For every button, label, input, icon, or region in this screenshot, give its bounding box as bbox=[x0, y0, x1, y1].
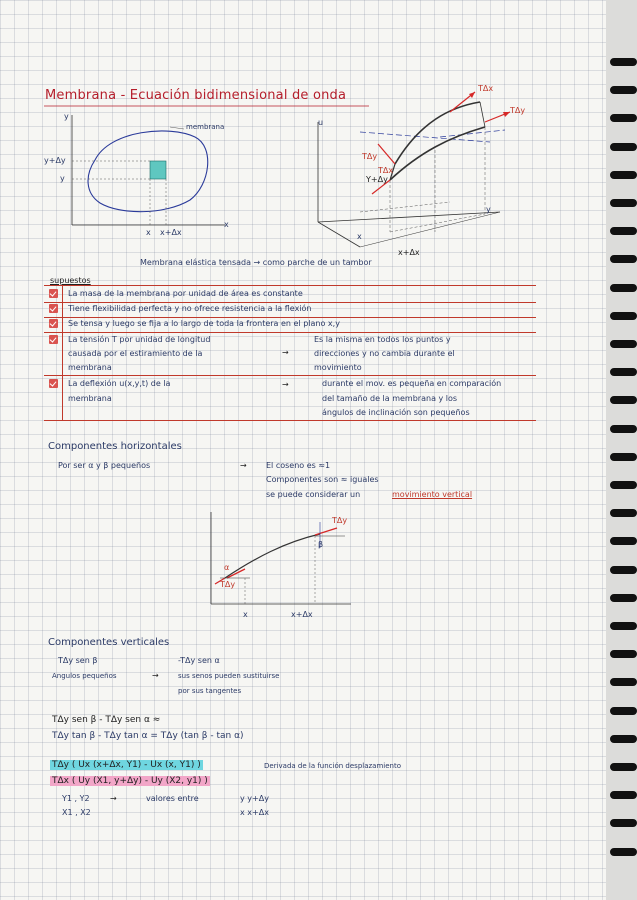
verticales-term2: -TΔy sen α bbox=[178, 656, 220, 665]
supuesto-5-right3: ángulos de inclinación son pequeños bbox=[322, 408, 470, 417]
supuesto-2: Tiene flexibilidad perfecta y no ofrece resistencia a la flexión bbox=[68, 304, 312, 313]
membrane-3d-diagram bbox=[300, 82, 530, 262]
binding-ring bbox=[610, 143, 637, 151]
d2-tdy-left-label: TΔy bbox=[362, 152, 378, 161]
page-title: Membrana - Ecuación bidimensional de onda bbox=[45, 88, 347, 103]
check-icon bbox=[49, 335, 58, 344]
d2-tdx-top-label: TΔx bbox=[478, 84, 494, 93]
d3-tdy-bot-label: TΔy bbox=[220, 580, 236, 589]
supuesto-3: Se tensa y luego se fija a lo largo de toda la frontera en el plano x,y bbox=[68, 319, 340, 328]
d1-x-label: x bbox=[146, 228, 151, 237]
d2-tdy-top-label: TΔy bbox=[510, 106, 526, 115]
binding-ring bbox=[610, 566, 637, 574]
verticales-sub2: por sus tangentes bbox=[178, 687, 242, 695]
d1-x-dx-label: x+Δx bbox=[160, 228, 182, 237]
values-between: valores entre bbox=[146, 794, 199, 803]
supuesto-5-right1: durante el mov. es pequeña en comparación bbox=[322, 379, 502, 388]
binding-ring bbox=[610, 678, 637, 686]
binding-ring bbox=[610, 763, 637, 771]
supuestos-heading: supuestos bbox=[50, 276, 91, 285]
check-icon bbox=[49, 304, 58, 313]
horizontales-line3b: movimiento vertical bbox=[392, 490, 473, 499]
binding-ring bbox=[610, 312, 637, 320]
binding-ring bbox=[610, 453, 637, 461]
d3-x-label: x bbox=[243, 610, 248, 619]
binding-ring bbox=[610, 791, 637, 799]
d2-u-label: u bbox=[318, 118, 324, 127]
binding-ring bbox=[610, 227, 637, 235]
binding-ring bbox=[610, 622, 637, 630]
supuesto-4-right2: direcciones y no cambia durante el bbox=[314, 349, 455, 358]
d1-y-label: y bbox=[60, 174, 65, 183]
binding-ring bbox=[610, 819, 637, 827]
d2-tdx-left-label: TΔx bbox=[378, 166, 394, 175]
caption: Membrana elástica tensada → como parche de un tambor bbox=[140, 258, 372, 267]
supuesto-4-right1: Es la misma en todos los puntos y bbox=[314, 335, 451, 344]
d3-beta-label: β bbox=[318, 540, 324, 549]
binding-ring bbox=[610, 86, 637, 94]
binding-ring bbox=[610, 58, 637, 66]
binding-ring bbox=[610, 537, 637, 545]
horizontales-line1a: Por ser α y β pequeños bbox=[58, 461, 151, 470]
binding-ring bbox=[610, 171, 637, 179]
verticales-small-angles: Angulos pequeños bbox=[52, 672, 117, 680]
d1-x-axis-label: x bbox=[224, 220, 229, 229]
verticales-heading: Componentes verticales bbox=[48, 637, 170, 648]
check-icon bbox=[49, 289, 58, 298]
supuesto-4-right3: movimiento bbox=[314, 363, 362, 372]
binding-ring bbox=[610, 509, 637, 517]
binding-ring bbox=[610, 481, 637, 489]
horizontales-heading: Componentes horizontales bbox=[48, 441, 182, 452]
values-left-2: X1 , X2 bbox=[62, 808, 91, 817]
values-left-1: Y1 , Y2 bbox=[62, 794, 90, 803]
supuesto-5-line2: membrana bbox=[68, 394, 112, 403]
values-arrow: → bbox=[110, 794, 117, 803]
check-icon bbox=[49, 379, 58, 388]
binding-ring bbox=[610, 199, 637, 207]
supuesto-4-line2: causada por el estiramiento de la bbox=[68, 349, 203, 358]
binding-ring bbox=[610, 650, 637, 658]
supuesto-5-arrow: → bbox=[282, 380, 289, 389]
horizontales-line2: Componentes son ≈ iguales bbox=[266, 475, 379, 484]
equation-2: TΔy tan β - TΔy tan α = TΔy (tan β - tan α) bbox=[52, 731, 244, 741]
supuesto-4-line1: La tensión T por unidad de longitud bbox=[68, 335, 211, 344]
check-icon bbox=[49, 319, 58, 328]
binding-ring bbox=[610, 425, 637, 433]
membrana-label: membrana bbox=[186, 123, 225, 131]
d2-y-dy-label: Y+Δy bbox=[366, 175, 388, 184]
binding-ring bbox=[610, 284, 637, 292]
binding-ring bbox=[610, 340, 637, 348]
supuesto-1: La masa de la membrana por unidad de área es constante bbox=[68, 289, 303, 298]
binding-ring bbox=[610, 396, 637, 404]
d1-y-dy-label: y+Δy bbox=[44, 156, 66, 165]
binding-ring bbox=[610, 368, 637, 376]
values-range-y: y y+Δy bbox=[240, 794, 269, 803]
equation-1: TΔy sen β - TΔy sen α ≈ bbox=[52, 715, 161, 725]
horizontales-line3a: se puede considerar un bbox=[266, 490, 361, 499]
horizontales-arrow: → bbox=[240, 461, 247, 470]
equation-3: TΔy ( Ux (x+Δx, Y1) - Ux (x, Y1) ) bbox=[52, 760, 201, 770]
horizontales-line1b: El coseno es ≈1 bbox=[266, 461, 331, 470]
supuesto-4-line3: membrana bbox=[68, 363, 112, 372]
d2-y-label: y bbox=[486, 205, 491, 214]
d1-y-axis-label: y bbox=[64, 112, 69, 121]
d2-x-label: x bbox=[357, 232, 362, 241]
d3-alpha-label: α bbox=[224, 563, 230, 572]
binding-ring bbox=[610, 735, 637, 743]
equation-4: TΔx ( Uy (X1, y+Δy) - Uy (X2, y1) ) bbox=[52, 776, 208, 786]
d3-tdy-top-label: TΔy bbox=[332, 516, 348, 525]
supuesto-5-line1: La deflexión u(x,y,t) de la bbox=[68, 379, 171, 388]
binding-ring bbox=[610, 594, 637, 602]
verticales-arrow: → bbox=[152, 671, 159, 680]
values-range-x: x x+Δx bbox=[240, 808, 269, 817]
verticales-sub1: sus senos pueden sustituirse bbox=[178, 672, 280, 680]
binding-ring bbox=[610, 114, 637, 122]
d3-x-dx-label: x+Δx bbox=[291, 610, 313, 619]
verticales-term1: TΔy sen β bbox=[58, 656, 98, 665]
supuesto-4-arrow: → bbox=[282, 348, 289, 357]
spiral-binding bbox=[606, 0, 637, 900]
binding-ring bbox=[610, 848, 637, 856]
equation-3-note: Derivada de la función desplazamiento bbox=[264, 762, 401, 770]
supuesto-5-right2: del tamaño de la membrana y los bbox=[322, 394, 458, 403]
binding-ring bbox=[610, 707, 637, 715]
tension-element-diagram bbox=[205, 512, 355, 607]
binding-ring bbox=[610, 255, 637, 263]
membrane-domain-diagram bbox=[60, 115, 230, 235]
d2-x-dx-label: x+Δx bbox=[398, 248, 420, 257]
